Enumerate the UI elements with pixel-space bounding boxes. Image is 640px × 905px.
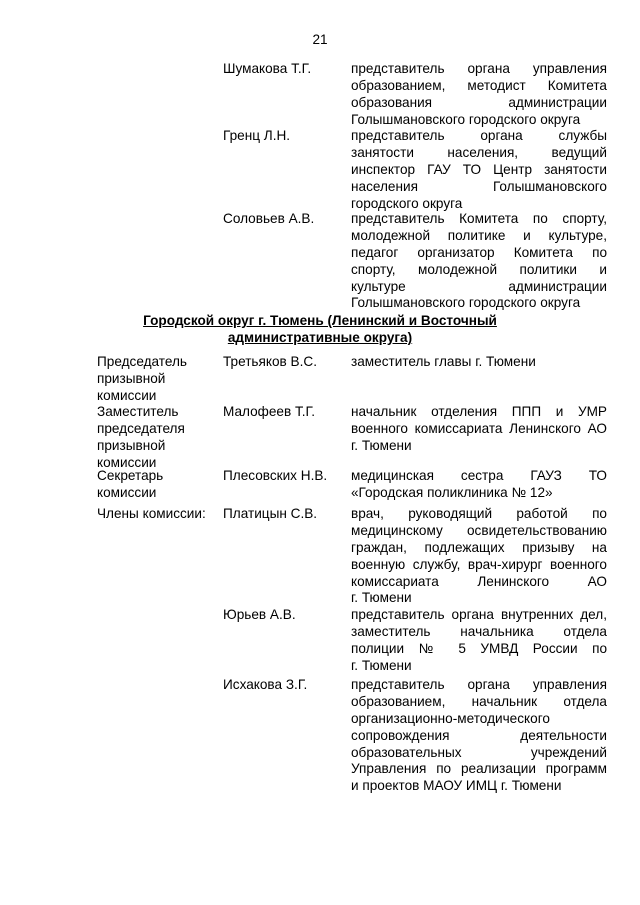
description-line: врач, руководящий работой по (351, 506, 607, 521)
member-description (351, 211, 607, 312)
member-description (351, 607, 607, 675)
member-name: Исхакова З.Г. (223, 677, 308, 692)
role-line: Секретарь (97, 468, 164, 483)
member-description (351, 677, 607, 795)
member-role (97, 468, 217, 502)
description-line: военного комиссариата Ленинского АО (351, 420, 607, 436)
role-line: председателя (97, 420, 185, 436)
description-line: спорту, молодежной политики и (351, 261, 607, 277)
description-line: полиции № 5 УМВД России по (351, 640, 607, 656)
member-name: Платицын С.В. (223, 506, 318, 521)
role-line: Члены комиссии: (97, 506, 206, 521)
description-line: Управления по реализации программ (351, 761, 607, 777)
description-line: г. Тюмени (351, 657, 412, 673)
description-line: Голышмановского городского округа (351, 111, 581, 127)
description-line: сопровождения деятельности (351, 727, 607, 743)
role-line: комиссии (97, 387, 157, 403)
description-line: заместитель главы г. Тюмени (351, 354, 536, 369)
description-line: Голышмановского городского округа (351, 295, 581, 311)
description-line: представитель органа внутренних дел, (351, 607, 607, 622)
description-line: и проектов МАОУ ИМЦ г. Тюмени (351, 778, 562, 794)
member-name: Юрьев А.В. (223, 607, 296, 622)
description-line: культуре администрации (351, 278, 607, 294)
role-line: призывной (97, 437, 166, 453)
role-line: Заместитель (97, 404, 179, 419)
description-line: медицинскому освидетельствованию (351, 522, 607, 538)
description-line: представитель органа службы (351, 128, 607, 143)
description-line: представитель Комитета по спорту, (351, 211, 607, 226)
description-line: медицинская сестра ГАУЗ ТО (351, 468, 607, 483)
description-line: образованием, начальник отдела (351, 693, 607, 709)
member-description (351, 506, 607, 607)
member-role (97, 506, 217, 523)
description-line: образованием, методист Комитета (351, 77, 607, 93)
member-name: Третьяков В.С. (223, 354, 317, 369)
description-line: начальник отделения ППП и УМР (351, 404, 607, 419)
member-description (351, 354, 607, 371)
description-line: представитель органа управления (351, 677, 607, 692)
description-line: городского округа (351, 195, 463, 211)
member-role (97, 404, 217, 472)
section-heading-line: административные округа) (227, 329, 413, 345)
section-heading-line: Городской округ г. Тюмень (Ленинский и Восточный (143, 313, 497, 328)
description-line: военную службу, врач-хирург военного (351, 556, 607, 572)
description-line: «Городская поликлиника № 12» (351, 484, 553, 500)
member-role (97, 354, 217, 405)
description-line: г. Тюмени (351, 437, 412, 453)
section-heading (0, 313, 640, 347)
description-line: молодежной политике и культуре, (351, 227, 607, 243)
role-line: Председатель (97, 354, 187, 369)
description-line: представитель органа управления (351, 61, 607, 76)
member-description (351, 404, 607, 455)
page-number: 21 (312, 32, 328, 47)
description-line: занятости населения, ведущий (351, 144, 607, 160)
description-line: образовательных учреждений (351, 744, 607, 760)
description-line: комиссариата Ленинского АО (351, 573, 607, 589)
description-line: инспектор ГАУ ТО Центр занятости (351, 161, 607, 177)
description-line: населения Голышмановского (351, 178, 607, 194)
role-line: комиссии (97, 484, 157, 500)
description-line: г. Тюмени (351, 590, 412, 606)
description-line: педагог организатор Комитета по (351, 244, 607, 260)
member-name: Гренц Л.Н. (223, 128, 291, 143)
member-name: Плесовских Н.В. (223, 468, 328, 483)
description-line: образования администрации (351, 94, 607, 110)
role-line: комиссии (97, 454, 157, 470)
role-line: призывной (97, 370, 166, 386)
member-description (351, 468, 607, 502)
description-line: организационно-методического (351, 710, 550, 726)
member-description (351, 128, 607, 212)
member-description (351, 61, 607, 129)
member-name: Малофеев Т.Г. (223, 404, 316, 419)
description-line: граждан, подлежащих призыву на (351, 539, 607, 555)
member-name: Соловьев А.В. (223, 211, 315, 226)
description-line: заместитель начальника отдела (351, 623, 607, 639)
member-name: Шумакова Т.Г. (223, 61, 312, 76)
